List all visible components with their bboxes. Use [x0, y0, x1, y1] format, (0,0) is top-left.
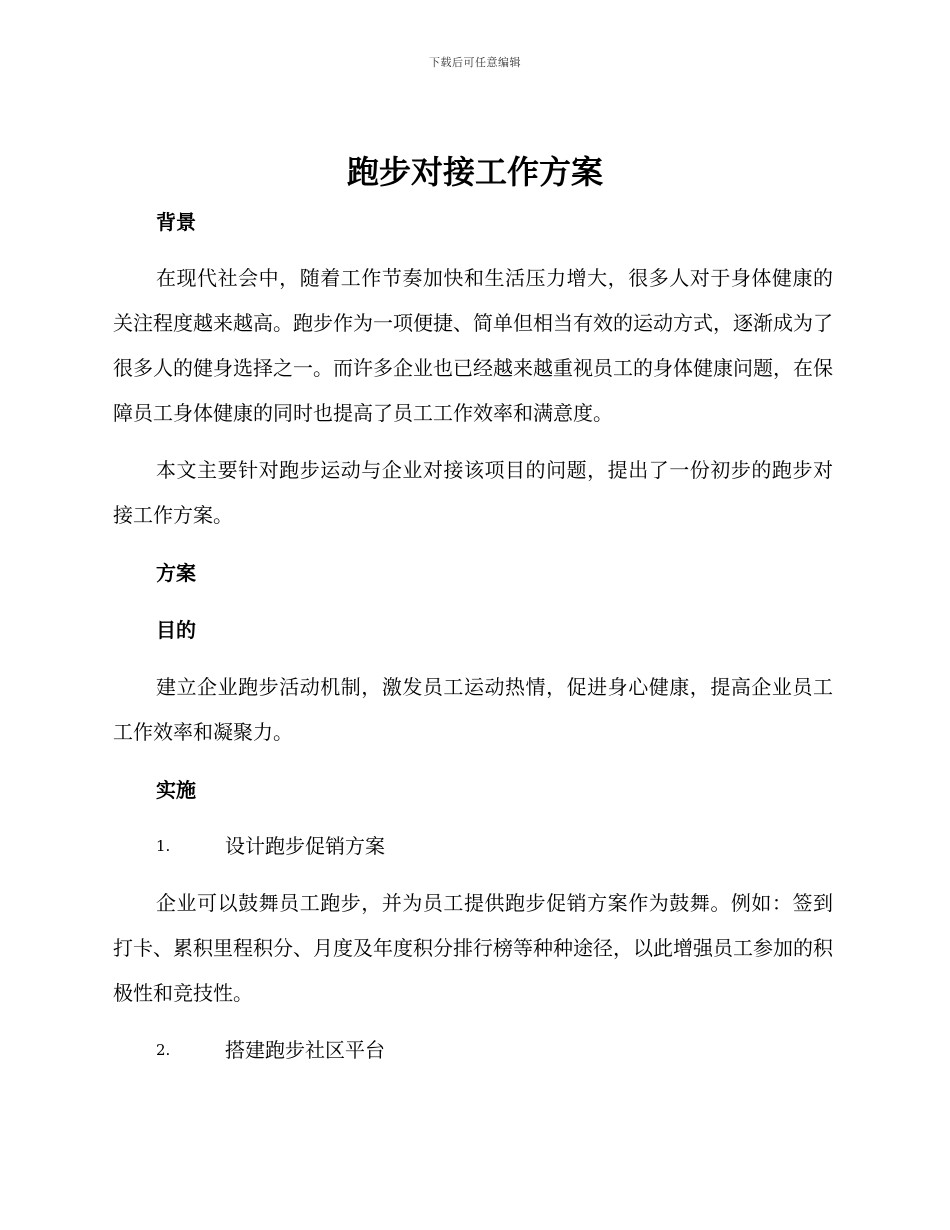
background-paragraph-1: 在现代社会中，随着工作节奏加快和生活压力增大，很多人对于身体健康的关注程度越来越高。跑步作为一项便捷、简单但相当有效的运动方式，逐渐成为了很多人的健身选择之一。而许多企业也已经越来越重视员工的身体健康问题，在保障员工身体健康的同时也提高了员工工作效率和满意度。: [113, 266, 833, 425]
document-body: [113, 200, 833, 1073]
goal-paragraph: 建立企业跑步活动机制，激发员工运动热情，促进身心健康，提高企业员工工作效率和凝聚力。: [113, 675, 833, 744]
list-item-2-text: 搭建跑步社区平台: [225, 1038, 385, 1062]
list-item-2: [113, 1028, 833, 1073]
header-note: 下载后可任意编辑: [429, 56, 521, 69]
list-item-2-number: 2.: [156, 1041, 171, 1059]
implementation-heading: 实施: [156, 778, 196, 802]
list-item-1-number: 1.: [156, 837, 171, 855]
plan-heading: 方案: [156, 561, 196, 585]
document-title: 跑步对接工作方案: [346, 153, 603, 191]
background-paragraph-2: 本文主要针对跑步运动与企业对接该项目的问题，提出了一份初步的跑步对接工作方案。: [113, 458, 833, 527]
background-heading: 背景: [156, 210, 196, 234]
item1-paragraph: 企业可以鼓舞员工跑步，并为员工提供跑步促销方案作为鼓舞。例如：签到打卡、累积里程积分、月度及年度积分排行榜等种种途径，以此增强员工参加的积极性和竞技性。: [113, 891, 833, 1005]
goal-heading: 目的: [156, 618, 196, 642]
list-item-1: [113, 824, 833, 869]
list-item-1-text: 设计跑步促销方案: [225, 834, 385, 858]
